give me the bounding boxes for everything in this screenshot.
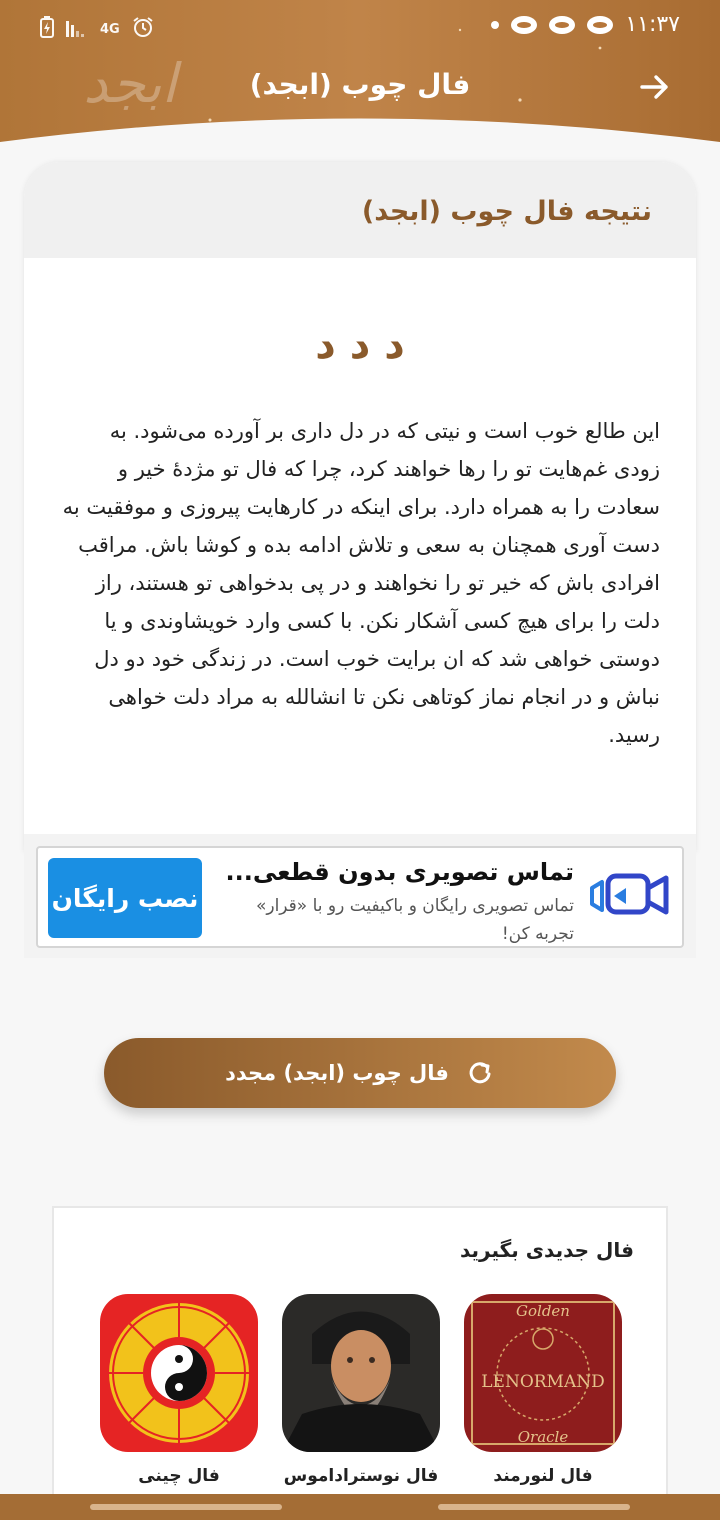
nav-handle[interactable] [438,1504,630,1510]
refresh-icon [465,1058,495,1088]
notification-app-icon [549,16,575,34]
fortune-item-chinese[interactable] [100,1294,258,1486]
ad-banner-container [24,834,696,958]
back-button[interactable] [638,70,672,104]
fortune-item-label: فال چینی [138,1466,220,1486]
arrow-right-icon [638,70,672,104]
result-card-title: نتیجه فال چوب (ابجد) [361,196,652,227]
retry-fortune-button[interactable] [104,1038,616,1108]
svg-text:Oracle: Oracle [517,1428,569,1446]
result-card-header [24,162,696,258]
result-letters: د د د [315,322,405,368]
result-card [24,162,696,852]
page-title: فال چوب (ابجد) [249,68,471,101]
fortune-item-label: فال لنورمند [493,1466,593,1486]
lenormand-card-image [464,1294,622,1452]
chinese-zodiac-image [100,1294,258,1452]
ad-description: تماس تصویری رایگان و باکیفیت رو با «قرار» تجربه کن! [255,896,574,944]
notification-app-icon [511,16,537,34]
notification-app-icon [587,16,613,34]
battery-charging-icon [40,16,54,43]
ad-title: تماس تصویری بدون قطعی... [225,858,574,886]
fortune-item-nostradamus[interactable] [282,1294,440,1486]
status-time: ۱۱:۳۷ [625,12,680,37]
signal-icon [66,17,88,42]
new-fortunes-section [52,1206,668,1506]
app-header [0,0,720,150]
ad-banner[interactable] [36,846,684,948]
result-text: این طالع خوب است و نیتی که در دل داری بر آورده می‌شود. به زودی غم‌هایت تو را رها خواهند کرد، چرا که فال تو مژدهٔ خیر و سعادت را به همراه دارد. برای اینکه در کارهایت پیروزی و موفقیت به دست آوری همچنان به سعی و تلاش ادامه بده و کوشا باش. مراقب افرادی باش که خیر تو را نخواهند و در پی بدخواهی تو هستند، راز دلت را برای هیچ کسی آشکار نکن. با کسی وارد خویشاوندی و یا دوستی خواهی شد که ان برایت خوب است. در زندگی خود دو دل نباش و در انجام نماز کوتاهی نکن تا انشالله به مراد دلت خواهی رسید. [62,419,660,747]
bottom-system-bar [0,1494,720,1520]
svg-text:LENORMAND: LENORMAND [481,1372,605,1392]
network-type-label: 4G [100,22,120,37]
retry-fortune-label: فال چوب (ابجد) مجدد [225,1061,449,1085]
video-call-app-icon [588,866,672,926]
logo-text: ابجد [83,52,177,115]
new-fortunes-title: فال جدیدی بگیرید [459,1238,634,1262]
notification-dot-icon [491,21,499,29]
nav-handle[interactable] [90,1504,282,1510]
fortune-item-lenormand[interactable] [464,1294,622,1486]
fortune-item-label: فال نوستراداموس [283,1466,439,1486]
status-bar [0,12,720,44]
svg-text:Golden: Golden [516,1302,570,1320]
alarm-icon [132,16,154,43]
ad-install-button[interactable]: نصب رایگان [48,858,202,938]
nostradamus-portrait-image [282,1294,440,1452]
